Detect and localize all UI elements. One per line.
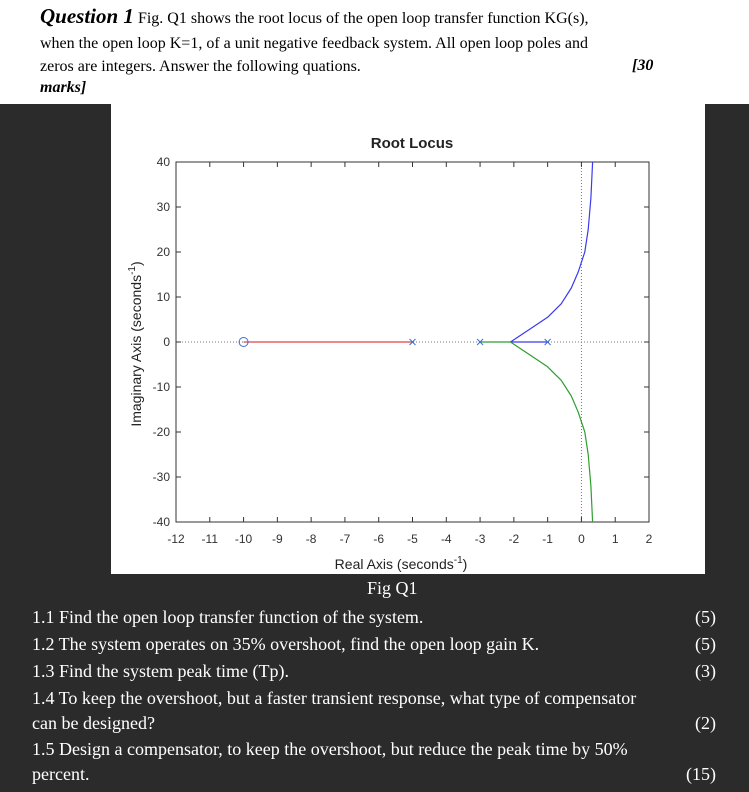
header-line-1: [40, 6, 589, 29]
y-tick-label: 40: [156, 155, 170, 169]
question-1-2: 1.2 The system operates on 35% overshoot, find the open loop gain K.: [32, 634, 540, 654]
question-1-4: 1.4 To keep the overshoot, but a faster transient response, what type of compensator: [32, 688, 637, 708]
y-axis-label-sup: -1: [127, 266, 138, 275]
x-tick-label: -4: [440, 532, 452, 546]
x-axis-label-sup: -1: [453, 555, 463, 566]
question-1-5-cont: percent.: [32, 764, 90, 784]
x-tick-label: -9: [272, 532, 283, 546]
y-tick-label: -40: [152, 515, 170, 529]
x-tick-label: -12: [167, 532, 185, 546]
question-1-5: 1.5 Design a compensator, to keep the overshoot, but reduce the peak time by 50%: [32, 739, 628, 759]
x-tick-label: -8: [305, 532, 317, 546]
x-tick-label: -1: [542, 532, 553, 546]
root-locus-plot: [111, 104, 705, 574]
x-tick-label: 1: [611, 532, 619, 546]
marks-1-4: (2): [695, 713, 716, 733]
question-1-3: 1.3 Find the system peak time (Tp).: [32, 661, 289, 681]
x-tick-label: -7: [339, 532, 351, 546]
header-line-3: zeros are integers. Answer the following quations.: [40, 58, 361, 75]
header-line-2: when the open loop K=1, of a unit negative feedback system. All open loop poles and: [40, 35, 589, 52]
x-tick-label: 2: [645, 532, 653, 546]
y-axis-label-end: ): [128, 261, 144, 267]
question-header: [0, 0, 749, 104]
x-axis-label: [335, 555, 468, 572]
y-tick-label: 20: [156, 245, 170, 259]
question-title: Question 1: [40, 4, 134, 28]
marks-1-5: (15): [686, 764, 716, 784]
marks-label-2: marks]: [40, 79, 87, 96]
x-axis-label-end: ): [462, 556, 468, 572]
x-tick-label: -6: [373, 532, 385, 546]
header-text-1: Fig. Q1 shows the root locus of the open loop transfer function KG(s),: [137, 10, 589, 27]
x-tick-label: -11: [201, 532, 219, 546]
marks-1-2: (5): [695, 634, 716, 654]
y-tick-label: 10: [156, 290, 170, 304]
x-tick-label: -3: [474, 532, 486, 546]
y-axis-label-main: Imaginary Axis (seconds: [128, 274, 144, 427]
y-tick-label: 30: [156, 200, 170, 214]
y-axis-label: [127, 261, 144, 426]
figure-caption: Fig Q1: [367, 578, 418, 598]
marks-label-1: [30: [632, 57, 654, 74]
x-tick-label: 0: [578, 532, 585, 546]
marks-1-3: (3): [695, 661, 716, 681]
root-locus-figure: [111, 104, 705, 574]
y-tick-label: -20: [152, 425, 170, 439]
x-tick-label: -10: [234, 532, 253, 546]
chart-title: Root Locus: [370, 135, 454, 152]
question-1-1: 1.1 Find the open loop transfer function of the system.: [32, 607, 424, 627]
marks-1-1: (5): [695, 607, 716, 627]
y-tick-label: -10: [152, 380, 170, 394]
x-axis-label-main: Real Axis (seconds: [334, 556, 454, 572]
question-1-4-cont: can be designed?: [32, 713, 155, 733]
y-tick-label: 0: [163, 335, 170, 349]
x-tick-label: -5: [407, 532, 418, 546]
y-tick-label: -30: [152, 470, 170, 484]
x-tick-label: -2: [508, 532, 520, 546]
